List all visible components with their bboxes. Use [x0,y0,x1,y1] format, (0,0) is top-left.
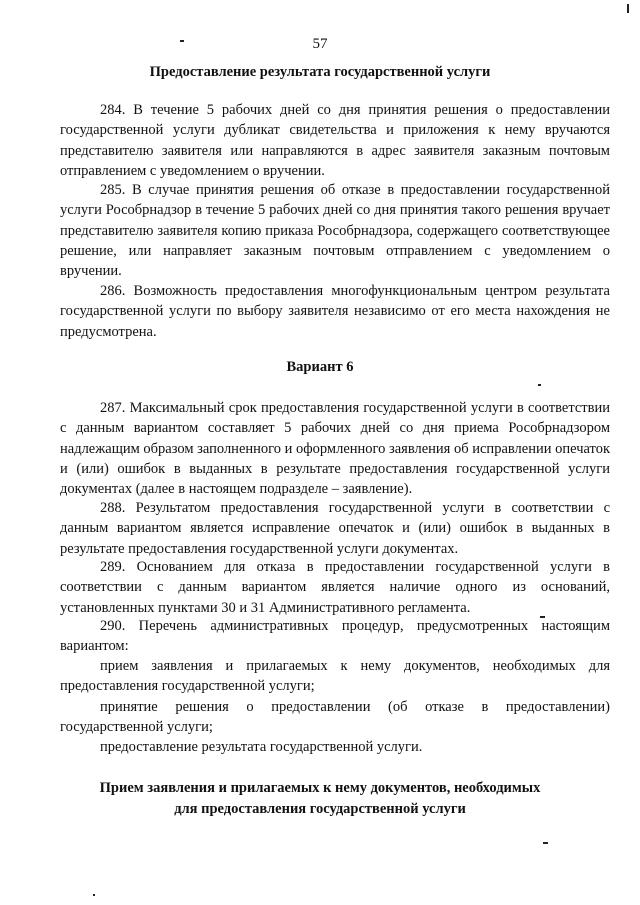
paragraph-290: 290. Перечень административных процедур, предусмотренных настоящим вариантом: [60,618,610,655]
page-number: 57 [312,36,328,52]
procedure-item-1: прием заявления и прилагаемых к нему документов, необходимых для предоставления государственной услуги; [60,658,610,695]
paragraph-284: 284. В течение 5 рабочих дней со дня принятия решения о предоставлении государственной услуги дубликат свидетельства и приложения к нему вручаются представителю заявителя или направляются в адрес заявителя заказным почтовым отправлением с уведомлением о вручении. [60,102,610,179]
procedure-item-3: предоставление результата государственной услуги. [100,739,423,755]
procedure-item-2: принятие решения о предоставлении (об отказе в предоставлении) государственной услуги; [60,699,610,736]
paragraph-288: 288. Результатом предоставления государственной услуги в соответствии с данным вариантом является исправление опечаток и (или) ошибок в выданных в результате предоставления государственной услуги документах. [60,500,610,557]
scan-speck [538,384,541,386]
paragraph-287: 287. Максимальный срок предоставления государственной услуги в соответствии с данным вариантом составляет 5 рабочих дней со дня приема Рособрнадзором надлежащим образом заполненного и оформленного заявления об исправлении опечаток и (или) ошибок в выданных в результате предоставления государственной услуги документах (далее в настоящем подразделе – заявление). [60,400,610,498]
subsection-heading-line-1: Прием заявления и прилагаемых к нему документов, необходимых [99,780,541,796]
paragraph-286: 286. Возможность предоставления многофункциональным центром результата государственной услуги по выбору заявителя независимо от его места нахождения не предусмотрена. [60,283,610,340]
paragraph-289: 289. Основанием для отказа в предоставлении государственной услуги в соответствии с данным вариантом является наличие одного из оснований, установленных пунктами 30 и 31 Административного регламента. [60,559,610,616]
variant-heading: Вариант 6 [286,359,354,375]
scan-speck [543,842,548,844]
paragraph-285: 285. В случае принятия решения об отказе в предоставлении государственной услуги Рособрнадзор в течение 5 рабочих дней со дня принятия такого решения вручает представителю заявителя копию приказа Рособрнадзора, содержащего соответствующее решение, или направляет заказным почтовым отправлением с уведомлением о вручении. [60,182,610,280]
scan-speck [627,4,629,13]
subsection-heading-line-2: для предоставления государственной услуги [174,801,466,817]
section-heading: Предоставление результата государственной услуги [149,64,491,80]
scan-speck [180,40,184,42]
scan-speck [540,616,545,618]
scan-speck [93,894,95,896]
